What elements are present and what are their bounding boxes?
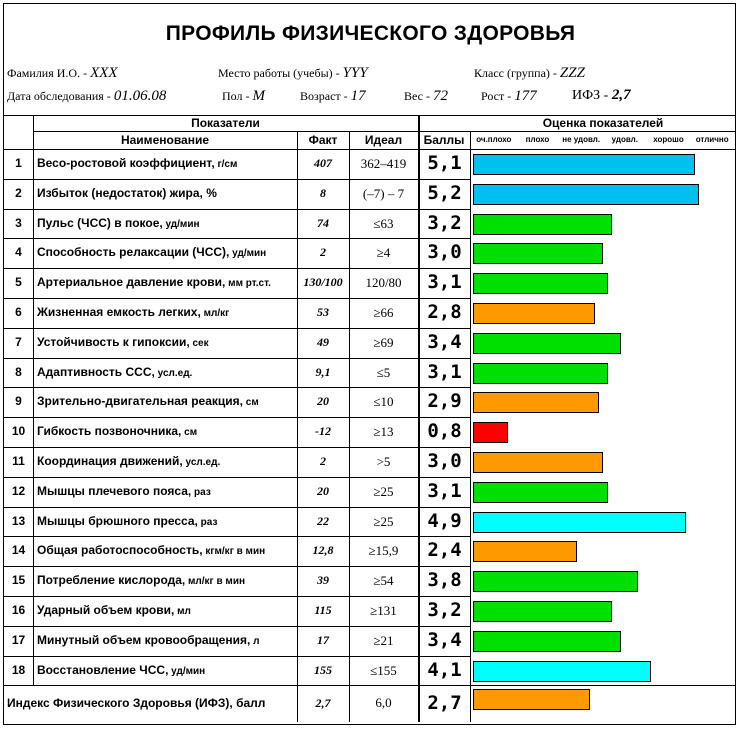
row-number: 14 xyxy=(11,543,26,557)
row-name-text: Избыток (недостаток) жира, % xyxy=(37,186,217,200)
row-number: 9 xyxy=(15,394,22,408)
row-name-text: Весо-ростовой коэффициент, xyxy=(37,156,215,170)
row-score-bar xyxy=(473,333,621,354)
row-name-text: Адаптивность ССС, xyxy=(37,365,155,379)
row-ideal: ≥66 xyxy=(373,305,394,320)
row-name-text: Устойчивость к гипоксии, xyxy=(37,335,190,349)
row-fact: 2 xyxy=(320,245,326,259)
scale-label: плохо xyxy=(525,135,550,144)
row-name-text: Минутный объем кровообращения, xyxy=(37,633,251,647)
row-name xyxy=(37,209,295,239)
row-fact: 2 xyxy=(320,454,326,468)
row-number: 3 xyxy=(15,216,22,230)
row-ideal: ≥15,9 xyxy=(368,543,399,558)
row-unit: усл.ед. xyxy=(182,457,221,468)
row-score: 3,1 xyxy=(427,271,462,293)
row-unit: см xyxy=(181,427,198,438)
row-score-bar xyxy=(473,184,699,205)
row-name xyxy=(37,477,295,507)
row-name xyxy=(37,536,295,566)
row-unit: г/см xyxy=(214,159,238,170)
row-score-bar xyxy=(473,363,608,384)
row-fact: -12 xyxy=(315,424,331,438)
row-name xyxy=(37,626,295,656)
row-ideal: ≤5 xyxy=(376,365,391,380)
row-unit: мл/кг xyxy=(200,308,230,319)
row-unit: усл.ед. xyxy=(154,368,193,379)
row-number: 15 xyxy=(11,573,26,587)
footer-top-line-right xyxy=(470,685,736,686)
row-name-text: Зрительно-двигательная реакция, xyxy=(37,394,243,408)
row-score: 2,8 xyxy=(427,301,462,323)
row-ideal: ≥13 xyxy=(373,424,394,439)
header-ideal: Идеал xyxy=(364,133,403,147)
row-score: 3,0 xyxy=(427,241,462,263)
row-ideal: ≥4 xyxy=(376,245,391,260)
row-number: 10 xyxy=(11,424,26,438)
row-score-bar xyxy=(473,452,603,473)
header-eval: Оценка показателей xyxy=(542,116,664,130)
row-score-bar xyxy=(473,661,651,682)
row-name xyxy=(37,298,295,328)
row-name xyxy=(37,179,295,209)
row-name xyxy=(37,596,295,626)
row-unit: сек xyxy=(189,338,209,349)
row-unit: уд/мин xyxy=(229,248,267,259)
info-ifz xyxy=(572,87,631,104)
row-ideal: ≥25 xyxy=(373,484,394,499)
scale-label: хорошо xyxy=(653,135,684,144)
scale-label: отлично xyxy=(695,135,729,144)
row-name xyxy=(37,238,295,268)
info-height xyxy=(481,88,537,105)
row-number: 5 xyxy=(15,275,22,289)
row-fact: 53 xyxy=(317,305,329,319)
row-score: 0,8 xyxy=(427,420,462,442)
row-score: 3,0 xyxy=(427,450,462,472)
name-value: XXX xyxy=(90,65,118,81)
date-value: 01.06.08 xyxy=(113,88,167,104)
row-score: 3,4 xyxy=(427,629,462,651)
row-fact: 17 xyxy=(317,633,329,647)
row-ideal: ≤155 xyxy=(370,663,397,678)
report-title: ПРОФИЛЬ ФИЗИЧЕСКОГО ЗДОРОВЬЯ xyxy=(165,22,576,45)
scale-label: не удовл. xyxy=(562,135,601,144)
row-score-bar xyxy=(473,631,621,652)
row-fact: 8 xyxy=(320,186,326,200)
name-label: Фамилия И.О. - xyxy=(7,66,88,80)
sex-value: М xyxy=(252,88,265,104)
ifz-label: ИФЗ - xyxy=(572,88,609,103)
row-score-bar xyxy=(473,541,577,562)
row-name xyxy=(37,387,295,417)
row-unit: кгм/кг в мин xyxy=(202,546,266,557)
row-number: 4 xyxy=(15,245,22,259)
row-fact: 49 xyxy=(317,335,329,349)
work-label: Место работы (учебы) - xyxy=(218,66,340,80)
info-class xyxy=(474,65,585,82)
row-name-text: Пульс (ЧСС) в покое, xyxy=(37,216,163,230)
row-number: 6 xyxy=(15,305,22,319)
row-name-text: Восстановление ЧСС, xyxy=(37,663,169,677)
row-fact: 20 xyxy=(317,484,329,498)
row-fact: 9,1 xyxy=(315,365,331,379)
row-ideal: ≥131 xyxy=(370,603,397,618)
row-score-bar xyxy=(473,243,603,264)
row-name xyxy=(37,268,295,298)
row-unit: раз xyxy=(197,517,218,528)
row-number: 2 xyxy=(15,186,22,200)
row-number: 1 xyxy=(15,156,22,170)
height-value: 177 xyxy=(514,88,537,104)
row-name-text: Координация движений, xyxy=(37,454,183,468)
row-name xyxy=(37,656,295,686)
row-ideal: ≥54 xyxy=(373,573,394,588)
row-score: 2,4 xyxy=(427,539,462,561)
weight-label: Вес - xyxy=(404,89,430,103)
class-label: Класс (группа) - xyxy=(474,66,557,80)
weight-value: 72 xyxy=(432,88,448,104)
row-name xyxy=(37,417,295,447)
row-unit: мл xyxy=(174,606,191,617)
col-line-name xyxy=(33,115,34,685)
date-label: Дата обследования - xyxy=(7,89,111,103)
row-ideal: ≤63 xyxy=(373,216,394,231)
row-score-bar xyxy=(473,512,686,533)
header-score: Баллы xyxy=(423,133,465,147)
row-fact: 20 xyxy=(317,394,329,408)
row-score: 5,1 xyxy=(427,152,462,174)
row-fact: 115 xyxy=(314,603,332,617)
footer-fact: 2,7 xyxy=(315,696,331,710)
row-name xyxy=(37,507,295,537)
row-score: 2,9 xyxy=(427,390,462,412)
row-score: 3,1 xyxy=(427,361,462,383)
row-fact: 22 xyxy=(317,514,329,528)
row-name-text: Гибкость позвоночника, xyxy=(37,424,182,438)
scale-label: оч.плохо xyxy=(476,135,512,144)
row-unit: мм рт.ст. xyxy=(225,278,271,289)
info-sex xyxy=(222,88,265,105)
row-score-bar xyxy=(473,601,612,622)
row-score: 4,9 xyxy=(427,510,462,532)
row-ideal: ≥25 xyxy=(373,514,394,529)
row-fact: 130/100 xyxy=(303,275,343,289)
row-name xyxy=(37,328,295,358)
row-unit: см xyxy=(242,397,259,408)
row-unit: раз xyxy=(191,487,211,498)
row-score: 5,2 xyxy=(427,182,462,204)
row-number: 7 xyxy=(15,335,22,349)
row-fact: 74 xyxy=(317,216,329,230)
footer-ideal: 6,0 xyxy=(375,695,392,710)
row-number: 17 xyxy=(11,633,26,647)
row-name-text: Общая работоспособность, xyxy=(37,543,203,557)
row-name-text: Мышцы брюшного пресса, xyxy=(37,514,198,528)
info-date xyxy=(7,88,166,105)
row-score: 3,2 xyxy=(427,212,462,234)
row-ideal: 120/80 xyxy=(365,275,402,290)
row-name-text: Способность релаксации (ЧСС), xyxy=(37,245,230,259)
info-work xyxy=(218,65,368,82)
class-value: ZZZ xyxy=(559,65,585,81)
row-unit: уд/мин xyxy=(168,666,206,677)
row-score-bar xyxy=(473,392,599,413)
row-name xyxy=(37,358,295,388)
row-score-bar xyxy=(473,154,695,175)
row-score: 3,8 xyxy=(427,569,462,591)
row-score-bar xyxy=(473,303,595,324)
header-indicators: Показатели xyxy=(191,116,260,130)
row-number: 18 xyxy=(11,663,26,677)
height-label: Рост - xyxy=(481,89,512,103)
row-number: 11 xyxy=(12,454,25,468)
row-score: 3,4 xyxy=(427,331,462,353)
footer-name: Индекс Физического Здоровья (ИФЗ), балл xyxy=(7,696,266,710)
row-fact: 12,8 xyxy=(312,543,334,557)
scale-label: удовл. xyxy=(611,135,638,144)
row-number: 16 xyxy=(11,603,26,617)
row-score: 3,1 xyxy=(427,480,462,502)
row-ideal: ≥21 xyxy=(373,633,394,648)
row-name xyxy=(37,149,295,179)
row-name xyxy=(37,447,295,477)
row-name-text: Ударный объем крови, xyxy=(37,603,175,617)
row-name-text: Потребление кислорода, xyxy=(37,573,186,587)
ifz-value: 2,7 xyxy=(611,87,631,103)
row-ideal: >5 xyxy=(376,454,391,469)
row-ideal: ≤10 xyxy=(373,394,394,409)
row-score-bar xyxy=(473,482,608,503)
footer-score-bar xyxy=(473,689,590,710)
header-name: Наименование xyxy=(120,133,210,147)
row-score-bar xyxy=(473,422,508,443)
row-fact: 39 xyxy=(317,573,329,587)
row-name-text: Жизненная емкость легких, xyxy=(37,305,201,319)
row-number: 13 xyxy=(11,514,26,528)
row-score-bar xyxy=(473,273,608,294)
info-name xyxy=(7,65,118,82)
row-unit: мл/кг в мин xyxy=(185,576,246,587)
age-label: Возраст - xyxy=(300,89,348,103)
col-line-eval xyxy=(470,131,471,722)
row-name xyxy=(37,566,295,596)
header-fact: Факт xyxy=(308,133,338,147)
row-score: 4,1 xyxy=(427,659,462,681)
row-ideal: ≥69 xyxy=(373,335,394,350)
row-score: 3,2 xyxy=(427,599,462,621)
footer-score: 2,7 xyxy=(427,692,462,714)
info-age xyxy=(300,88,366,105)
row-score-bar xyxy=(473,214,612,235)
row-number: 8 xyxy=(15,365,22,379)
sex-label: Пол - xyxy=(222,89,250,103)
row-unit: л xyxy=(250,636,260,647)
row-number: 12 xyxy=(11,484,26,498)
age-value: 17 xyxy=(350,88,366,104)
row-fact: 155 xyxy=(314,663,332,677)
work-value: YYY xyxy=(342,65,368,81)
row-name-text: Мышцы плечевого пояса, xyxy=(37,484,192,498)
row-name-text: Артериальное давление крови, xyxy=(37,275,226,289)
row-unit: уд/мин xyxy=(162,219,200,230)
row-fact: 407 xyxy=(314,156,332,170)
row-ideal: (–7) – 7 xyxy=(362,186,405,201)
info-weight xyxy=(404,88,448,105)
row-ideal: 362–419 xyxy=(360,156,407,171)
row-score-bar xyxy=(473,571,638,592)
